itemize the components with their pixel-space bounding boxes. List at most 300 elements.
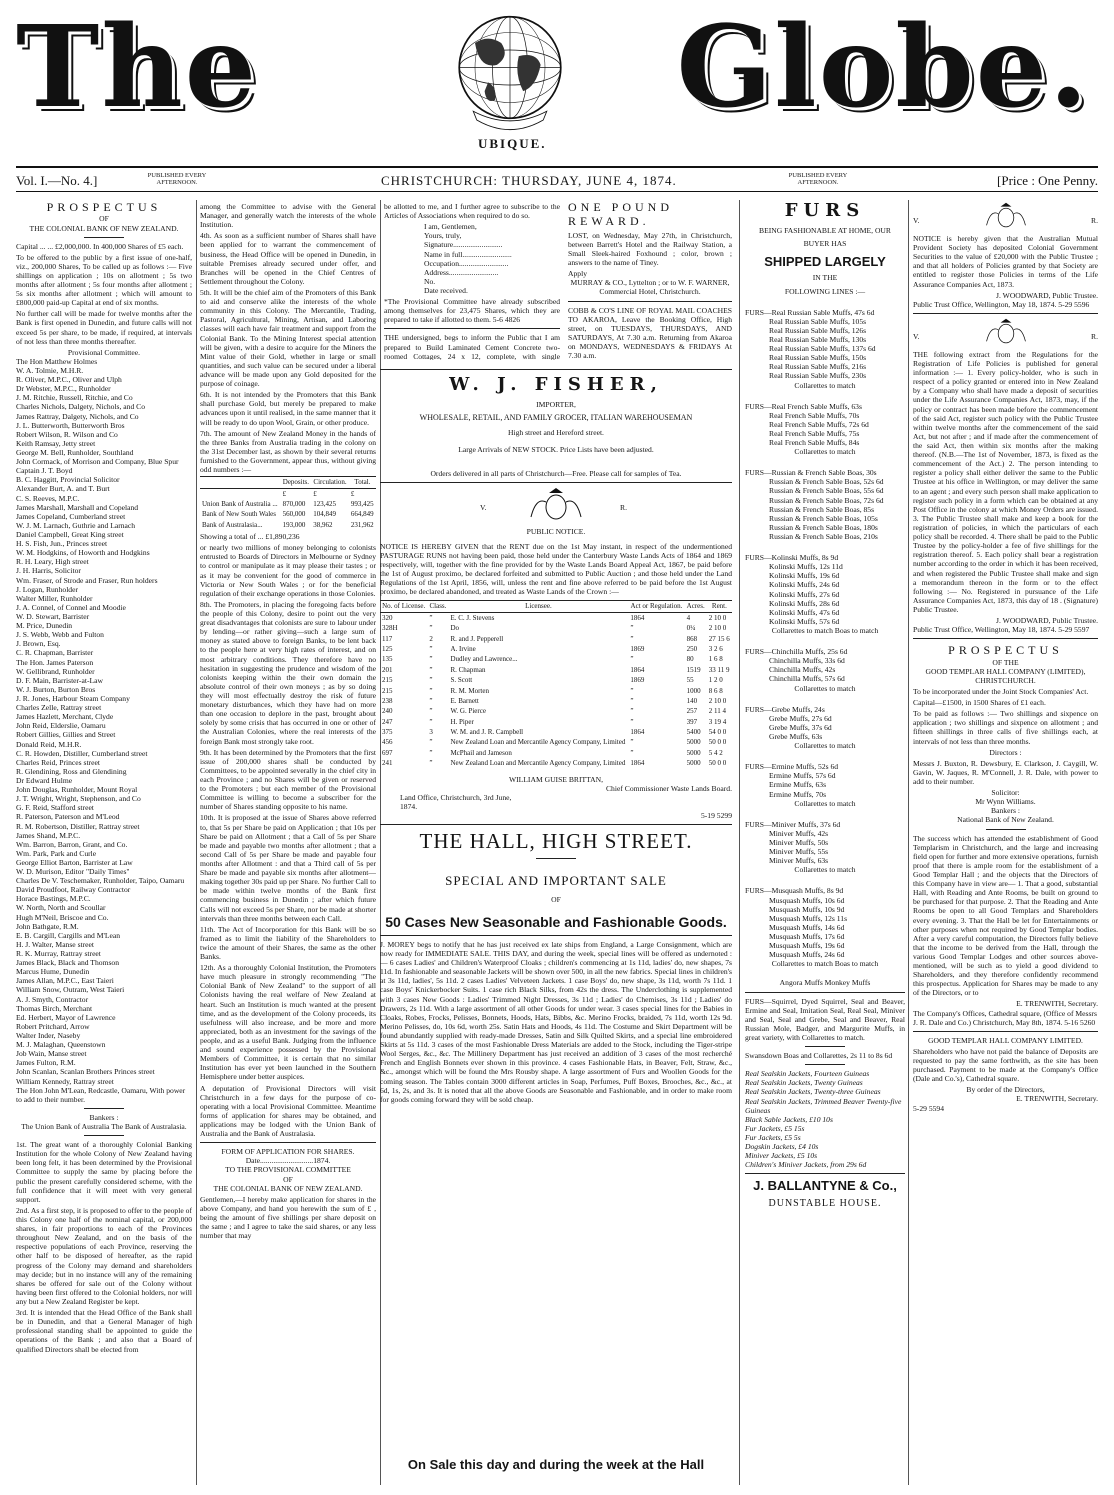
table-cell: 54 0 0 xyxy=(708,728,727,737)
committee-member: J. M. Ritchie, Russell, Ritchie, and Co xyxy=(16,393,133,403)
fur-item: FURS—Musquash Muffs, 8s 9d xyxy=(745,886,844,896)
column-divider xyxy=(196,200,197,1485)
templar-of-the: OF THE xyxy=(992,657,1019,667)
divider xyxy=(745,992,905,993)
table-cell: 993,425 xyxy=(350,499,374,508)
fur-item: Real Russian Sable Muffs, 230s xyxy=(769,371,867,381)
table-cell: W. M. and J. R. Campbell xyxy=(450,728,524,737)
committee-member: M. J. Malaghan, Queenstown xyxy=(16,1040,106,1050)
committee-member: J. Logan, Runholder xyxy=(16,584,79,594)
divider xyxy=(84,1108,124,1109)
prospectus-paragraph: A deputation of Provisional Directors will visit Christchurch in a few days for the purpose of co-operating with a local Provisional Committee. Meantime forms of application for shares may be obtained, and applications may be lodged with the Union Bank of Australia and the Bank of Australasia. xyxy=(200,1083,376,1139)
fur-item: Musquash Muffs, 17s 6d xyxy=(769,931,845,941)
fur-item: Real Russian Sable Muffs, 216s xyxy=(769,362,867,372)
committee-member: C. R. Chapman, Barrister xyxy=(16,648,94,658)
table-row xyxy=(380,696,732,706)
published-note-right: PUBLISHED EVERY AFTERNOON. xyxy=(788,172,848,186)
crest-letter-r: R. xyxy=(1091,216,1098,225)
committee-member: James Copeland, Cumberland street xyxy=(16,511,126,521)
fur-item: Real French Sable Muffs, 75s xyxy=(769,428,860,438)
signature-block xyxy=(384,222,560,295)
reward-apply: Apply xyxy=(568,269,587,279)
prospectus-paragraph: or nearly two millions of money belonging to colonists entrusted to Boards of Directors in Melbourne or Sydney to control or manipulate as it may please their tastes ; or as it may be convenient for the good of commerce in Victoria or New South Wales ; or for the beneficial regulation of their exchange operations in those Colonies. xyxy=(200,543,376,598)
table-row xyxy=(380,612,732,623)
builder-advert: THE undersigned, begs to inform the Public that I am prepared to Build Laminated Cement Concrete two-roomed Cottages, 24 x 12, complete, with single xyxy=(384,333,560,360)
table-unit xyxy=(200,488,281,499)
templar-company: GOOD TEMPLAR HALL COMPANY (LIMITED), CHRISTCHURCH. xyxy=(925,666,1086,685)
sealskin-item: Fur Jackets, £5 15s xyxy=(745,1123,805,1133)
table-cell: 1 6 8 xyxy=(708,655,723,664)
committee-member: Robert Pritchard, Arrow xyxy=(16,1021,90,1031)
signature-line: Yours, truly, xyxy=(424,231,462,241)
fur-section xyxy=(745,402,905,457)
committee-member: The Hon Matthew Holmes xyxy=(16,356,98,366)
table-cell: E. Barnett xyxy=(450,696,479,705)
table-cell: Bank of Australasia... xyxy=(202,520,263,529)
divider xyxy=(805,1046,845,1047)
masthead-motto: UBIQUE. xyxy=(478,136,547,151)
reward-heading: ONE POUND REWARD. xyxy=(568,200,673,229)
table-cell: 27 15 6 xyxy=(708,634,730,643)
committee-member: J. R. Jones, Harbour Steam Company xyxy=(16,693,130,703)
divider xyxy=(84,1135,124,1136)
table-cell: 5000 xyxy=(686,759,701,768)
fur-sections xyxy=(745,308,905,969)
table-cell: 50 0 0 xyxy=(708,759,727,768)
table-cell: 215 xyxy=(382,686,393,695)
table-cell: 1864 xyxy=(630,728,645,737)
prospectus-of: OF xyxy=(99,214,109,224)
fur-item: Miniver Muffs, 63s xyxy=(769,856,829,866)
table-cell: 231,962 xyxy=(350,520,374,529)
fur-item: Musquash Muffs, 10s 6d xyxy=(769,895,845,905)
form-date: Date............................1874. xyxy=(245,1156,331,1166)
advert-number: 5-19 5299 xyxy=(700,811,732,821)
table-cell: ” xyxy=(429,665,433,674)
committee-member: James Fulton, R.M. xyxy=(16,1058,76,1068)
furs-shipped: SHIPPED LARGELY xyxy=(764,253,886,269)
table-cell: S. Scott xyxy=(450,676,473,685)
fur-item: Miniver Muffs, 55s xyxy=(769,847,829,857)
table-cell: Dudley and Lawrence... xyxy=(450,655,518,664)
table-cell: R. M. Morten xyxy=(450,686,489,695)
furs-squirrel: FURS—Squirrel, Dyed Squirrel, Seal and Beaver, Ermine and Seal, Imitation Seal, Real Seal, Miniver and Seal, Seal and Grebe, Seal and Beaver, Real Russian Mole, Badger, and Margurite Muffs, in great variety, with Collarettes to match. xyxy=(745,996,905,1042)
table-cell: 1519 xyxy=(686,665,701,674)
table-row xyxy=(380,654,732,664)
fur-item: Chinchilla Muffs, 42s xyxy=(769,665,836,675)
royal-crest-icon xyxy=(976,318,1036,346)
coach-advert: COBB & CO'S LINE OF ROYAL MAIL COACHES TO AKAROA, Leave the Booking Office, High street, on TUESDAYS, THURSDAYS, AND SATURDAYS, At 7.30 a.m. Returning from Akaroa on MONDAYS, WEDNESDAYS & FRIDAYS At 7.30 a.m. xyxy=(568,305,732,360)
divider xyxy=(913,638,1098,639)
divider xyxy=(380,369,732,370)
committee-member: Captain J. T. Boyd xyxy=(16,466,73,476)
fur-match: Collarettes to match Boas to match xyxy=(771,626,879,636)
solicitor-name: Mr Wynn Williams. xyxy=(975,797,1036,807)
table-cell: 664,849 xyxy=(350,510,374,519)
signature-line: I am, Gentlemen, xyxy=(424,222,477,232)
signature-line: No. xyxy=(424,276,436,286)
table-cell: 123,425 xyxy=(313,499,336,508)
table-header: Class. xyxy=(427,601,448,612)
divider xyxy=(913,313,1098,314)
furs-intro: BUYER HAS xyxy=(803,238,847,248)
divider xyxy=(536,858,576,859)
table-cell: ” xyxy=(630,624,634,633)
committee-member: R. Paterson, Paterson and M'Leod xyxy=(16,812,120,822)
sealskin-item: Fur Jackets, £5 5s xyxy=(745,1132,801,1142)
table-header: Circulation. xyxy=(311,477,349,488)
pasturage-runs-table xyxy=(380,600,732,768)
fur-section xyxy=(745,886,905,968)
table-cell: New Zealand Loan and Mercantile Agency Company, Limited xyxy=(450,759,626,768)
furs-swansdown: Swansdown Boas and Collarettes, 2s 11 to 8s 6d xyxy=(745,1051,893,1061)
committee-member: Daniel Campbell, Great King street xyxy=(16,530,124,539)
committee-member: H. J. Walter, Manse street xyxy=(16,939,95,949)
table-cell: 4 xyxy=(686,613,691,622)
table-cell: 240 xyxy=(382,707,393,716)
table-row xyxy=(200,509,376,519)
committee-member: William Snow, Outram, West Taieri xyxy=(16,985,125,995)
fur-item: Russian & French Sable Boas, 52s 6d xyxy=(769,477,884,487)
hall-title: THE HALL, HIGH STREET. xyxy=(419,829,693,854)
committee-member: W. Gellibrand, Runholder xyxy=(16,666,95,676)
prospectus-paragraph: 2nd. As a first step, it is proposed to offer to the people of this Colony one half of the nominal capital, or 200,000 shares, in fair proportions to each of the Provinces throughout New Zealand, and on the basis of the respective populations of each Province, reserving the other half to be disposed of hereafter, as the rapid progress of the Colony may demand and shareholders may decide; but in no instance will any of the remaining shares be offered for sale out of the Colony without having been first offered to the Colonial holders, nor will any but a New Zealand Register be kept. xyxy=(16,1205,192,1306)
table-row xyxy=(380,665,732,675)
table-cell: 125 xyxy=(382,644,393,653)
masthead-title-left: The xyxy=(16,2,259,133)
signature-line: Address.......................... xyxy=(424,267,499,277)
committee-member: Horace Bastings, M.P.C. xyxy=(16,894,91,904)
table-cell: ” xyxy=(630,707,634,716)
divider xyxy=(380,824,732,825)
fur-item: Kolinski Muffs, 47s 6d xyxy=(769,607,840,617)
table-cell: ” xyxy=(429,748,433,757)
fisher-arrivals: Large Arrivals of NEW STOCK. Price Lists have been adjusted. xyxy=(458,445,654,455)
table-cell: 2 10 0 xyxy=(708,624,727,633)
fur-item: FURS—Russian & French Sable Boas, 30s xyxy=(745,468,877,478)
committee-member: J. H. Harris, Solicitor xyxy=(16,566,81,576)
committee-member: J. T. Wright, Wright, Stephenson, and Co xyxy=(16,794,141,804)
committee-member: Hugh M'Neil, Briscoe and Co. xyxy=(16,912,109,922)
committee-member: D. F. Main, Barrister-at-Law xyxy=(16,675,103,685)
directors-heading: Directors : xyxy=(989,747,1022,757)
notice-body: NOTICE IS HEREBY GIVEN that the RENT due on the 1st May instant, in respect of the undermentioned PASTURAGE RUNS not having been paid, those held under the Canterbury Waste Lands Acts of 1864 and 1869 respectively, will, together with the fine provided for by the Waste Lands Board Appeal Act, 1867, be paid before the 1st of August proximo, be declared forfeited and submitted to Public Auction ; and those held under the Land Regulations of the 1st April, 1856, will, unless the rent and fine above referred to be paid before the 1st August proximo, be declared abandoned, and treated as Waste Lands of the Crown :— xyxy=(380,541,732,597)
signature-line: Signature.......................... xyxy=(424,240,503,250)
table-cell: 1864 xyxy=(630,665,645,674)
fur-item: Real Russian Sable Muffs, 105s xyxy=(769,316,867,326)
form-body: Gentlemen,—I hereby make application for shares in the above Company, and hand you herewith the sum of £ , being the amount of five shillings per share deposit on the same ; and I agree to take the said shares, or any less number that may xyxy=(200,1194,376,1241)
table-cell: 2 11 4 xyxy=(708,707,727,716)
table-cell: 456 xyxy=(382,738,393,747)
table-cell: 397 xyxy=(686,717,698,726)
crest-letter-v: V. xyxy=(480,502,487,512)
table-cell: 201 xyxy=(382,665,393,674)
royal-crest-row xyxy=(913,318,1098,348)
table-row xyxy=(380,748,732,758)
sealskin-item: Real Sealskin Jackets, Trimmed Beaver Twenty-five Guineas xyxy=(745,1096,902,1115)
royal-crest-icon xyxy=(976,202,1036,230)
table-cell: W. G. Pierce xyxy=(450,707,486,716)
committee-member: B. C. Haggitt, Provincial Solicitor xyxy=(16,475,120,485)
table-cell: R. and J. Pepperell xyxy=(450,634,504,643)
form-to: TO THE PROVISIONAL COMMITTEE xyxy=(225,1165,351,1175)
fur-item: Kolinski Muffs, 28s 6d xyxy=(769,598,840,608)
trustee-office: Public Trust Office, Wellington, May 18, 1874. 5-29 5597 xyxy=(913,625,1090,635)
divider xyxy=(380,482,732,483)
table-cell: ” xyxy=(630,696,634,705)
table-cell: 247 xyxy=(382,717,393,726)
table-cell: ” xyxy=(630,655,634,664)
committee-member: R. M. Robertson, Distiller, Rattray street xyxy=(16,821,140,831)
price: [Price : One Penny. xyxy=(997,173,1098,188)
committee-member: Walter Inder, Naseby xyxy=(16,1031,81,1041)
templar-capital: Capital—£1500, in 1500 Shares of £1 each. xyxy=(913,698,1046,708)
table-row xyxy=(380,758,732,768)
committee-member: M. Price, Dunedin xyxy=(16,621,73,631)
templar-body: The success which has attended the establishment of Good Templarism in Christchurch, and the large and increasing field open for further and more extensive operations, furnish proof that there is ample room for the establishment of a Good Templar Hall ; and the objects that the Directors of this Company have in view are— 1. That a good, substantial Hall, with Reading and Ante Rooms, be built on ground to be purchased for that purpose. 2. That the Reading and Ante Rooms be open to all Good Templars and Shareholders every evening. 3. That the Hall be let for Entertainments or other purposes when not required by Good Templar bodies. After a very careful computation, the Directors fully believe that the income to be derived from the Hall, through the various Good Templar Lodges and other sources above-mentioned, will be such as to yield a good dividend to Shareholders, and they therefore confidently recommend this prospectus. Application for Shares may be made to any of the Directors, or to xyxy=(913,833,1098,998)
furs-title: FURS xyxy=(784,200,866,221)
sealskin-item: Black Sable Jackets, £10 10s xyxy=(745,1114,833,1124)
committee-member: George M. Bell, Runholder, Southland xyxy=(16,448,134,458)
form-bank: THE COLONIAL BANK OF NEW ZEALAND. xyxy=(213,1183,363,1193)
table-cell: 1000 xyxy=(686,686,701,695)
gthc-secretary: E. TRENWITH, Secretary. xyxy=(1016,1094,1098,1104)
committee-heading: Provisional Committee. xyxy=(67,347,141,357)
fur-item: Musquash Muffs, 24s 6d xyxy=(769,950,845,960)
committee-member: W. J. M. Larnach, Guthrie and Larnach xyxy=(16,520,136,530)
fur-item: FURS—Real French Sable Muffs, 63s xyxy=(745,401,862,411)
table-cell: ” xyxy=(630,748,634,757)
committee-member: Wm. Barron, Barron, Grant, and Co. xyxy=(16,839,128,849)
column-reward-coach xyxy=(568,200,732,360)
notice-heading: PUBLIC NOTICE. xyxy=(526,526,586,536)
prospectus-paragraph: 1st. The great want of a thoroughly Colonial Banking Institution for the whole Colony of New Zealand having been long felt, it has been determined by the Provisional Committee to supply the same by placing before the public the present carefully considered scheme, with the full confidence that it will meet with very general support. xyxy=(16,1140,192,1204)
committee-member: W. D. Stewart, Barrister xyxy=(16,611,90,621)
table-row xyxy=(380,634,732,644)
fur-item: FURS—Chinchilla Muffs, 25s 6d xyxy=(745,647,848,657)
fur-match: Collarettes to match xyxy=(794,865,856,875)
table-row xyxy=(380,623,732,633)
sealskin-item: Real Sealskin Jackets, Twenty-three Guineas xyxy=(745,1087,881,1097)
committee-member: John Reid, Elderslie, Oamaru xyxy=(16,721,106,731)
table-cell: 375 xyxy=(382,728,393,737)
fur-item: Russian & French Sable Boas, 72s 6d xyxy=(769,495,884,505)
committee-member: John Bathgate, R.M. xyxy=(16,921,79,931)
fur-match: Collarettes to match xyxy=(794,798,856,808)
volume-number: Vol. I.—No. 4.] xyxy=(16,173,98,188)
divider xyxy=(200,1142,376,1143)
committee-member: Dr Webster, M.P.C., Runholder xyxy=(16,384,111,394)
table-cell: 5400 xyxy=(686,728,701,737)
form-of: OF xyxy=(283,1174,293,1184)
gthc-body: Shareholders who have not paid the balance of Deposits are requested to pay the same forthwith, as the site has been purchased. Payment to be made at the Company's Office (Dale and Co.'s), Cathedral square. xyxy=(913,1046,1098,1084)
table-cell: 38,962 xyxy=(313,520,333,529)
committee-member: Wm. Park, Park and Curle xyxy=(16,848,97,858)
committee-member: W. J. Burton, Burton Bros xyxy=(16,684,96,694)
table-cell: 238 xyxy=(382,696,393,705)
fur-item: Musquash Muffs, 14s 6d xyxy=(769,922,845,932)
table-cell: ” xyxy=(630,738,634,747)
committee-member: James Marshall, Marshall and Copeland xyxy=(16,502,139,512)
table-cell: 5 4 2 xyxy=(708,748,723,757)
fur-item: FURS—Ermine Muffs, 52s 6d xyxy=(745,762,839,772)
table-unit: £ xyxy=(350,489,355,498)
committee-member: James Black, Black and Thomson xyxy=(16,958,119,968)
sealskin-item: Dogskin Jackets, £4 10s xyxy=(745,1142,819,1152)
committee-member: The Hon John M'Lean, Redcastle, Oamaru, With power to add to their number. xyxy=(16,1085,186,1104)
committee-member: Charles De V. Teschemaker, Runholder, Taipo, Oamaru xyxy=(16,876,185,886)
masthead-title-right: Globe. xyxy=(676,2,1090,133)
fur-match: Collarettes to match xyxy=(794,741,856,751)
table-cell: ” xyxy=(429,707,433,716)
table-cell: 2 10 0 xyxy=(708,613,727,622)
fisher-address: High street and Hereford street. xyxy=(508,428,604,438)
crest-letter-v: V. xyxy=(913,216,920,225)
fur-item: Musquash Muffs, 12s 11s xyxy=(769,913,848,923)
templar-payment: To be paid as follows :— Two shillings and sixpence on application ; two shillings and sixpence on allotment ; and fifteen shillings in three calls of five shillings each, at intervals of not less than three months. xyxy=(913,709,1098,746)
bank-deposits-table xyxy=(200,476,376,530)
table-row xyxy=(380,706,732,716)
table-cell: Union Bank of Australia ... xyxy=(202,499,278,508)
table-cell: 868 xyxy=(686,634,698,643)
bankers-text: The Union Bank of Australia The Bank of Australasia. xyxy=(21,1122,187,1131)
royal-crest-icon xyxy=(521,487,591,523)
committee-member: Charles Reid, Princes street xyxy=(16,757,100,767)
table-cell: 33 11 9 xyxy=(708,665,730,674)
committee-member: Keith Ramsay, Jetty street xyxy=(16,438,96,448)
fur-item: Russian & French Sable Boas, 55s 6d xyxy=(769,486,884,496)
column-furs xyxy=(745,200,905,1485)
fur-item: Real French Sable Muffs, 84s xyxy=(769,438,860,448)
table-header: Rent. xyxy=(707,601,732,612)
table-cell: 140 xyxy=(686,696,698,705)
column-prospectus-bank xyxy=(16,200,192,1485)
prospectus-paragraph: 8th. The Promoters, in placing the foregoing facts before the people of this Colony, desire to point out the very great disadvantages that colonists are sure to labour under by lending—or rather giving—such a large sum of money as stated above to foreign Banks, to be lent back to the people here at very high rates of interest, and on most arbitrary conditions. They therefore have no hesitation in suggesting the prudence and wisdom of the colonists keeping within the their own domain the absolute control of their own moneys ; as by so doing they will most effectually destroy the risk of future monetary disturbances, which they have had on more than one occasion to deplore in the past, brought about solely by some crisis that has occurred in one or other of the Australian Colonies, where the real interests of the foreign Bank most strongly take root. xyxy=(200,599,376,746)
fisher-name: W. J. FISHER, xyxy=(449,374,663,395)
table-cell: Do xyxy=(450,624,460,633)
table-cell: 2 10 0 xyxy=(708,696,727,705)
fisher-importer: IMPORTER, xyxy=(536,399,576,409)
divider xyxy=(84,237,124,238)
crest-letter-r: R. xyxy=(1091,331,1098,341)
committee-member: William Kennedy, Rattray street xyxy=(16,1076,114,1086)
fur-section xyxy=(745,820,905,875)
committee-member: W. North, North and Scoullar xyxy=(16,903,106,913)
committee-member: H. S. Fish, Jun., Princes street xyxy=(16,539,108,549)
divider xyxy=(380,935,732,936)
table-cell: ” xyxy=(429,759,433,768)
committee-member: J. A. Connel, of Connel and Moodie xyxy=(16,602,126,612)
committee-member: J. L. Butterworth, Butterworth Bros xyxy=(16,420,125,430)
advert-number: 5-29 5594 xyxy=(913,1103,945,1113)
application-text: be allotted to me, and I further agree to subscribe to the Articles of Associations when required to do so. xyxy=(384,202,560,221)
committee-member: W. M. Hodgkins, of Howorth and Hodgkins xyxy=(16,548,150,558)
fur-item: Musquash Muffs, 10s 9d xyxy=(769,904,845,914)
furs-intro: BEING FASHIONABLE AT HOME, OUR xyxy=(759,225,891,235)
fur-item: Grebe Muffs, 37s 6d xyxy=(769,722,832,732)
table-cell: ” xyxy=(429,624,433,633)
dunstable-house: DUNSTABLE HOUSE. xyxy=(768,1197,882,1209)
solicitor-heading: Solicitor: xyxy=(991,788,1020,798)
prospectus-paragraph: 5th. It will be the chief aim of the Promoters of this Bank to aid and conserve alike the interests of the whole community in this Colony. The Mercantile, Trading, Pastoral, Agricultural, Mining, Artisan, and Laboring classes will each have fair treatment and support from the Colonial Bank. To the Mining Interest special attention will be given, with a desire to acquire for the Miners the Mint value of their Gold, whether in large or small quantities, and such value can be secured under a liberal advance will be made upon any Gold deposited for the purpose of coinage. xyxy=(200,287,376,389)
committee-member: Walter Miller, Runholder xyxy=(16,593,93,603)
sealskin-list xyxy=(745,1069,905,1169)
table-cell: ” xyxy=(429,696,433,705)
furs-angora: Angora Muffs Monkey Muffs xyxy=(779,978,871,988)
table-cell: 1864 xyxy=(630,613,645,622)
gthc-by-order: By order of the Directors, xyxy=(966,1085,1045,1095)
prospectus-paragraph: among the Committee to advise with the General Manager, and generally watch the interests of the whole Institution. xyxy=(200,202,376,230)
committee-member: A. J. Smyth, Contractor xyxy=(16,994,89,1004)
table-cell: ” xyxy=(630,717,634,726)
committee-note: *The Provisional Committee have already subscribed among themselves for 23,475 Shares, which they are prepared to take if allotted to them. 5-6 4826 xyxy=(384,297,560,325)
table-cell: ” xyxy=(429,676,433,685)
committee-member: Thomas Birch, Merchant xyxy=(16,1003,93,1013)
total-line: Showing a total of ... £1,890,236 xyxy=(200,532,300,542)
committee-member: Robert Wilson, R. Wilson and Co xyxy=(16,429,118,439)
table-cell: 117 xyxy=(382,634,393,643)
fur-item: Chinchilla Muffs, 33s 6d xyxy=(769,656,845,666)
furs-in-the: IN THE xyxy=(812,273,838,283)
table-row xyxy=(200,499,376,509)
table-header xyxy=(200,477,281,488)
prospectus-paragraph: 7th. The amount of New Zealand Money in the hands of the three Banks from Australia trading in the colony on the 31st December last, as shown by their several returns furnished to the Government, appear thus, without giving odd numbers :— xyxy=(200,428,376,475)
fur-item: Miniver Muffs, 42s xyxy=(769,828,829,838)
table-header: Deposits. xyxy=(281,477,312,488)
trustee-notice: NOTICE is hereby given that the Australian Mutual Provident Society has deposited Colonial Government Securities to the value of £20,000 with the Public Trustee ; and that all holders of Policies granted by that Society are entitled to register those Policies in terms of the Life Assurance Companies Act, 1873. xyxy=(913,234,1098,289)
committee-member: E. B. Cargill, Cargills and M'Lean xyxy=(16,930,121,940)
fur-item: Musquash Muffs, 19s 6d xyxy=(769,941,845,951)
fur-item: Ermine Muffs, 63s xyxy=(769,780,827,790)
fur-item: FURS—Kolinski Muffs, 8s 9d xyxy=(745,553,839,563)
table-header: Total. xyxy=(349,477,376,488)
committee-member: C. S. Reeves, M.P.C. xyxy=(16,493,80,503)
committee-member: James Hazlett, Merchant, Clyde xyxy=(16,712,114,722)
furs-following: FOLLOWING LINES :— xyxy=(784,286,866,296)
reward-contact: MURRAY & CO., Lyttelton ; or to W. F. WARNER, Commercial Hotel, Christchurch. xyxy=(570,278,730,297)
table-cell: ” xyxy=(630,634,634,643)
committee-member: Dr Edward Hulme xyxy=(16,775,73,785)
committee-member: George Elliot Barton, Barrister at Law xyxy=(16,857,133,867)
sealskin-item: Real Sealskin Jackets, Twenty Guineas xyxy=(745,1078,863,1088)
table-row xyxy=(200,520,376,530)
crest-letter-r: R. xyxy=(620,502,627,512)
table-unit: £ xyxy=(282,489,287,498)
fur-item: Real Russian Sable Muffs, 130s xyxy=(769,334,867,344)
table-cell: 193,000 xyxy=(282,520,306,529)
table-cell: 257 xyxy=(686,707,698,716)
committee-member: G. F. Reid, Stafford street xyxy=(16,803,94,813)
fur-item: Real French Sable Muffs, 72s 6d xyxy=(769,419,869,429)
committee-member: J. S. Webb, Webb and Fulton xyxy=(16,630,104,640)
committee-member: R. Oliver, M.P.C., Oliver and Ulph xyxy=(16,375,122,385)
committee-list xyxy=(16,357,192,1104)
table-cell: 241 xyxy=(382,759,393,768)
table-cell: ” xyxy=(630,686,634,695)
table-cell: 215 xyxy=(382,676,393,685)
table-cell: New Zealand Loan and Mercantile Agency Company, Limited xyxy=(450,738,626,747)
divider xyxy=(568,301,732,302)
fur-section xyxy=(745,705,905,751)
table-cell: 1869 xyxy=(630,644,645,653)
column-divider xyxy=(908,200,909,1485)
table-cell: 560,000 xyxy=(282,510,306,519)
table-cell: 320 xyxy=(382,613,393,622)
table-cell: 0¼ xyxy=(686,624,696,633)
committee-member: Donald Reid, M.H.R. xyxy=(16,739,82,749)
fur-section xyxy=(745,553,905,635)
reward-body: LOST, on Wednesday, May 27th, in Christchurch, between Barrett's Hotel and the Railway Station, a Small Sleek-haired Foxhound ; color, brown ; answers to the name of Tiney. xyxy=(568,230,732,268)
